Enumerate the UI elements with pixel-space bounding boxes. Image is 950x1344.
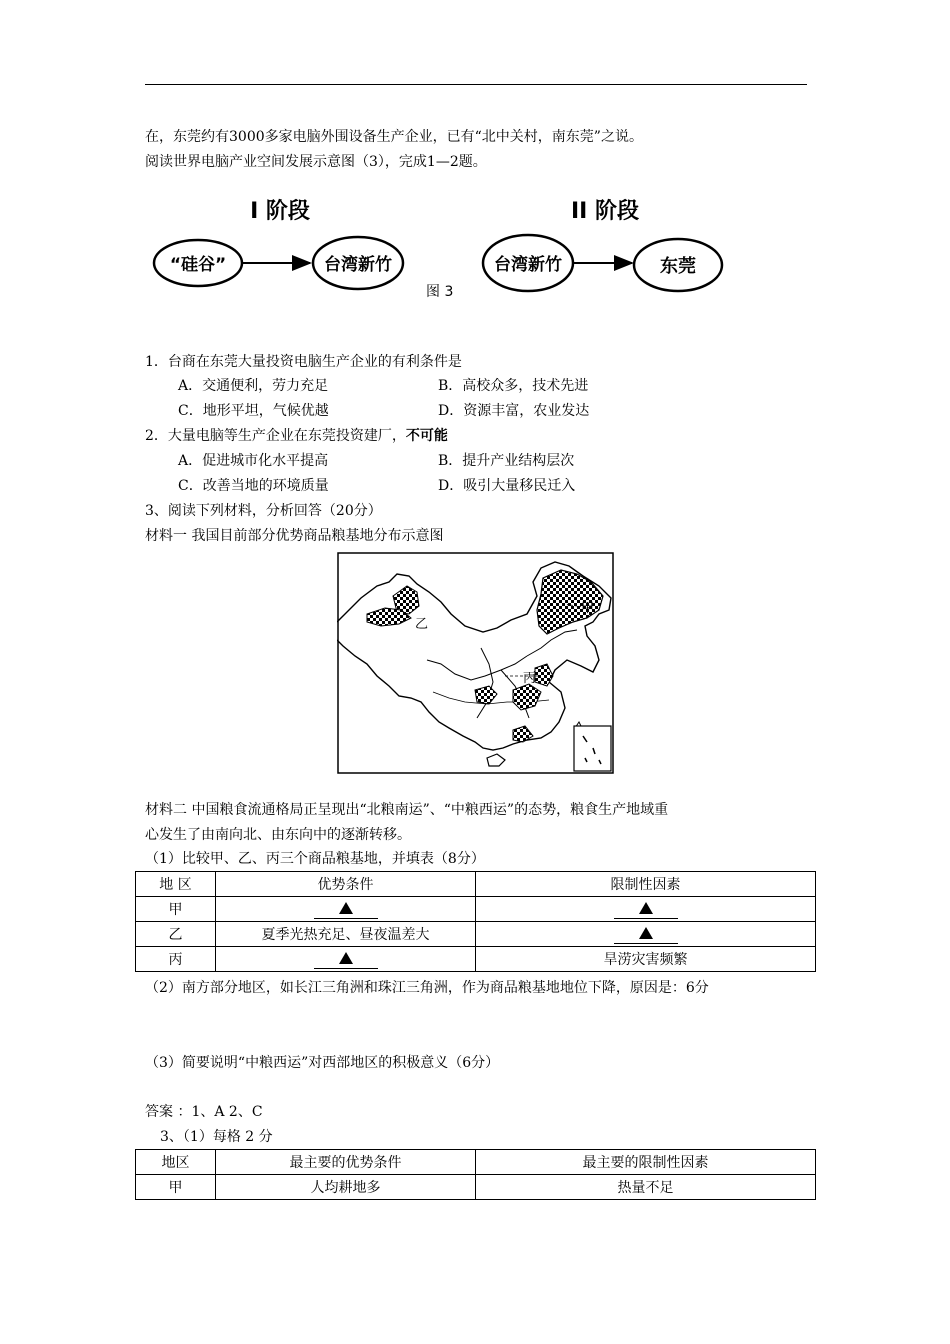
map-label-bing: 丙 bbox=[523, 671, 537, 686]
stage-1-title: I 阶段 bbox=[250, 199, 310, 224]
answer-blank bbox=[476, 922, 816, 947]
table-cell-region: 甲 bbox=[136, 897, 216, 922]
intro-line-2: 阅读世界电脑产业空间发展示意图（3），完成1—2题。 bbox=[145, 154, 487, 170]
q2-stem: 2．大量电脑等生产企业在东莞投资建厂， bbox=[145, 428, 406, 444]
answers-line-2: 3、（1）每格 2 分 bbox=[160, 1129, 273, 1145]
table-cell-region: 丙 bbox=[136, 947, 216, 972]
table-row bbox=[136, 897, 816, 922]
triangle-marker-icon bbox=[639, 927, 653, 939]
map-label-yi: 乙 bbox=[415, 617, 429, 632]
table-cell-limitation: 旱涝灾害频繁 bbox=[476, 947, 816, 972]
q3-material-2-line-2: 心发生了由南向北、由东向中的逐渐转移。 bbox=[145, 827, 411, 843]
table-header-row bbox=[136, 872, 816, 897]
q3-sub-question-3: （3）简要说明“中粮西运”对西部地区的积极意义（6分） bbox=[145, 1055, 500, 1071]
header-rule bbox=[145, 84, 807, 85]
triangle-marker-icon bbox=[339, 902, 353, 914]
node-label-d: 东莞 bbox=[660, 256, 696, 277]
stage-2-title: II 阶段 bbox=[570, 199, 640, 224]
figure-3-caption: 图 3 bbox=[426, 284, 454, 300]
table-header-advantage: 优势条件 bbox=[216, 872, 476, 897]
q3-material-2-line-1: 材料二 中国粮食流通格局正呈现出“北粮南运”、“中粮西运”的态势，粮食生产地域重 bbox=[145, 802, 669, 818]
q2-stem-line bbox=[145, 426, 448, 446]
answer-table-header-row bbox=[136, 1150, 816, 1175]
grain-base-map bbox=[337, 552, 614, 774]
answer-header-region: 地区 bbox=[136, 1150, 216, 1175]
q2-option-a: A．促进城市化水平提高 bbox=[178, 453, 329, 469]
table-header-limitation: 限制性因素 bbox=[476, 872, 816, 897]
intro-line-1: 在，东莞约有3000多家电脑外围设备生产企业，已有“北中关村，南东莞”之说。 bbox=[145, 129, 643, 145]
q1-option-c: C．地形平坦，气候优越 bbox=[178, 403, 329, 419]
answer-cell-region: 甲 bbox=[136, 1175, 216, 1200]
table-cell-region: 乙 bbox=[136, 922, 216, 947]
q2-option-b: B．提升产业结构层次 bbox=[438, 453, 575, 469]
q1-option-b: B．高校众多，技术先进 bbox=[438, 378, 589, 394]
table-cell-advantage: 夏季光热充足、昼夜温差大 bbox=[216, 922, 476, 947]
q1-option-d: D．资源丰富，农业发达 bbox=[438, 403, 590, 419]
q2-option-c: C．改善当地的环境质量 bbox=[178, 478, 329, 494]
map-label-jia: 甲 bbox=[581, 601, 595, 616]
node-label-b: 台湾新竹 bbox=[324, 255, 392, 275]
q1-stem: 1．台商在东莞大量投资电脑生产企业的有利条件是 bbox=[145, 354, 462, 370]
node-label-c: 台湾新竹 bbox=[494, 255, 562, 275]
answer-blank bbox=[216, 947, 476, 972]
q2-option-d: D．吸引大量移民迁入 bbox=[438, 478, 576, 494]
answer-blank bbox=[476, 897, 816, 922]
answer-table bbox=[135, 1149, 816, 1200]
q2-stem-emphasis: 不可能 bbox=[405, 428, 448, 444]
q1-option-a: A．交通便利，劳力充足 bbox=[178, 378, 329, 394]
q3-stem: 3、阅读下列材料，分析回答（20分） bbox=[145, 503, 382, 519]
answer-blank bbox=[216, 897, 476, 922]
table-header-region: 地 区 bbox=[136, 872, 216, 897]
q3-material-1: 材料一 我国目前部分优势商品粮基地分布示意图 bbox=[145, 528, 444, 544]
triangle-marker-icon bbox=[639, 902, 653, 914]
answers-line-1: 答案 ：1、A 2、C bbox=[145, 1104, 263, 1120]
answer-header-limitation: 最主要的限制性因素 bbox=[476, 1150, 816, 1175]
q3-sub-question-1: （1）比较甲、乙、丙三个商品粮基地，并填表（8分） bbox=[145, 851, 485, 867]
table-row bbox=[136, 922, 816, 947]
table-row bbox=[136, 1175, 816, 1200]
node-label-a: “硅谷” bbox=[169, 255, 227, 275]
answer-cell-advantage: 人均耕地多 bbox=[216, 1175, 476, 1200]
answer-header-advantage: 最主要的优势条件 bbox=[216, 1150, 476, 1175]
triangle-marker-icon bbox=[339, 952, 353, 964]
q3-sub-question-2: （2）南方部分地区，如长江三角洲和珠江三角洲，作为商品粮基地地位下降，原因是：6分 bbox=[145, 980, 709, 996]
comparison-table bbox=[135, 871, 816, 972]
table-row bbox=[136, 947, 816, 972]
answer-cell-limitation: 热量不足 bbox=[476, 1175, 816, 1200]
